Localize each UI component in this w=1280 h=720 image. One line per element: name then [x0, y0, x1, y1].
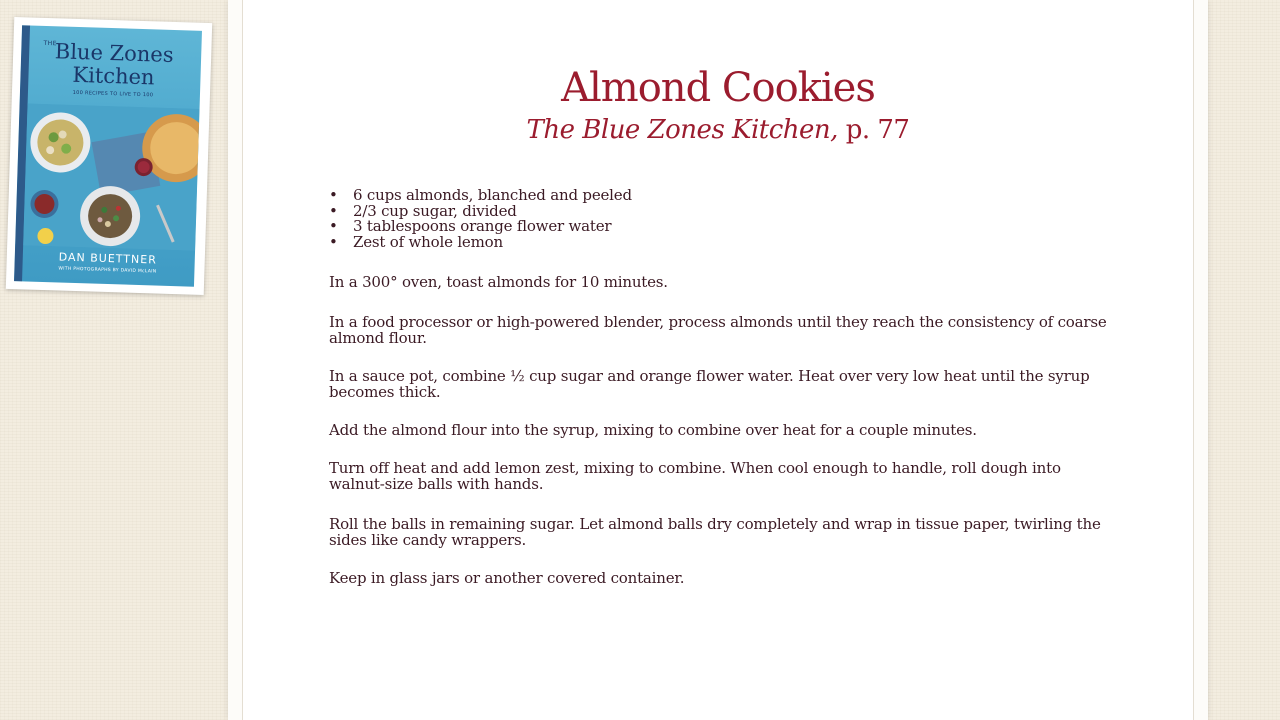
instruction-step: In a food processor or high-powered blender, process almonds until they reach the consistency of coarse almond flour.: [329, 313, 1107, 347]
cover-author: DAN BUETTNER: [58, 250, 158, 267]
cover-the-label: THE: [43, 39, 58, 48]
instruction-step: Add the almond flour into the syrup, mixing to combine over heat for a couple minutes.: [329, 421, 977, 439]
instruction-step: In a 300° oven, toast almonds for 10 minutes.: [329, 273, 668, 291]
recipe-source: [228, 112, 1208, 148]
ingredient-item: • 3 tablespoons orange flower water: [329, 219, 1119, 235]
instruction-step: Roll the balls in remaining sugar. Let almond balls dry completely and wrap in tissue paper, twirling the sides like candy wrappers.: [329, 515, 1101, 549]
ingredient-item: • 2/3 cup sugar, divided: [329, 204, 1119, 220]
cover-photographer: WITH PHOTOGRAPHS BY DAVID McLAIN: [58, 266, 157, 275]
recipe-body: [329, 188, 1119, 586]
source-page: p. 77: [837, 115, 910, 145]
ingredient-list: [329, 188, 1119, 250]
recipe-title: Almond Cookies: [561, 65, 875, 111]
food-dishes-illustration: [23, 103, 199, 250]
book-cover: [14, 25, 202, 287]
ingredient-item: • Zest of whole lemon: [329, 235, 1119, 251]
cover-title-line2: Kitchen: [72, 62, 155, 90]
source-book-name: The Blue Zones Kitchen,: [526, 115, 838, 145]
cover-title: [20, 39, 201, 91]
cover-title-line1: Blue Zones: [54, 39, 174, 67]
instruction-step: Turn off heat and add lemon zest, mixing to combine. When cool enough to handle, roll dough into walnut-size balls with hands.: [329, 459, 1061, 493]
instruction-step: Keep in glass jars or another covered container.: [329, 569, 685, 587]
instruction-step: In a sauce pot, combine ½ cup sugar and orange flower water. Heat over very low heat until the syrup becomes thick.: [329, 367, 1090, 401]
cover-subtitle: 100 RECIPES TO LIVE TO 100: [72, 89, 154, 99]
ingredient-item: • 6 cups almonds, blanched and peeled: [329, 188, 1119, 204]
book-cover-photo: [6, 17, 212, 295]
